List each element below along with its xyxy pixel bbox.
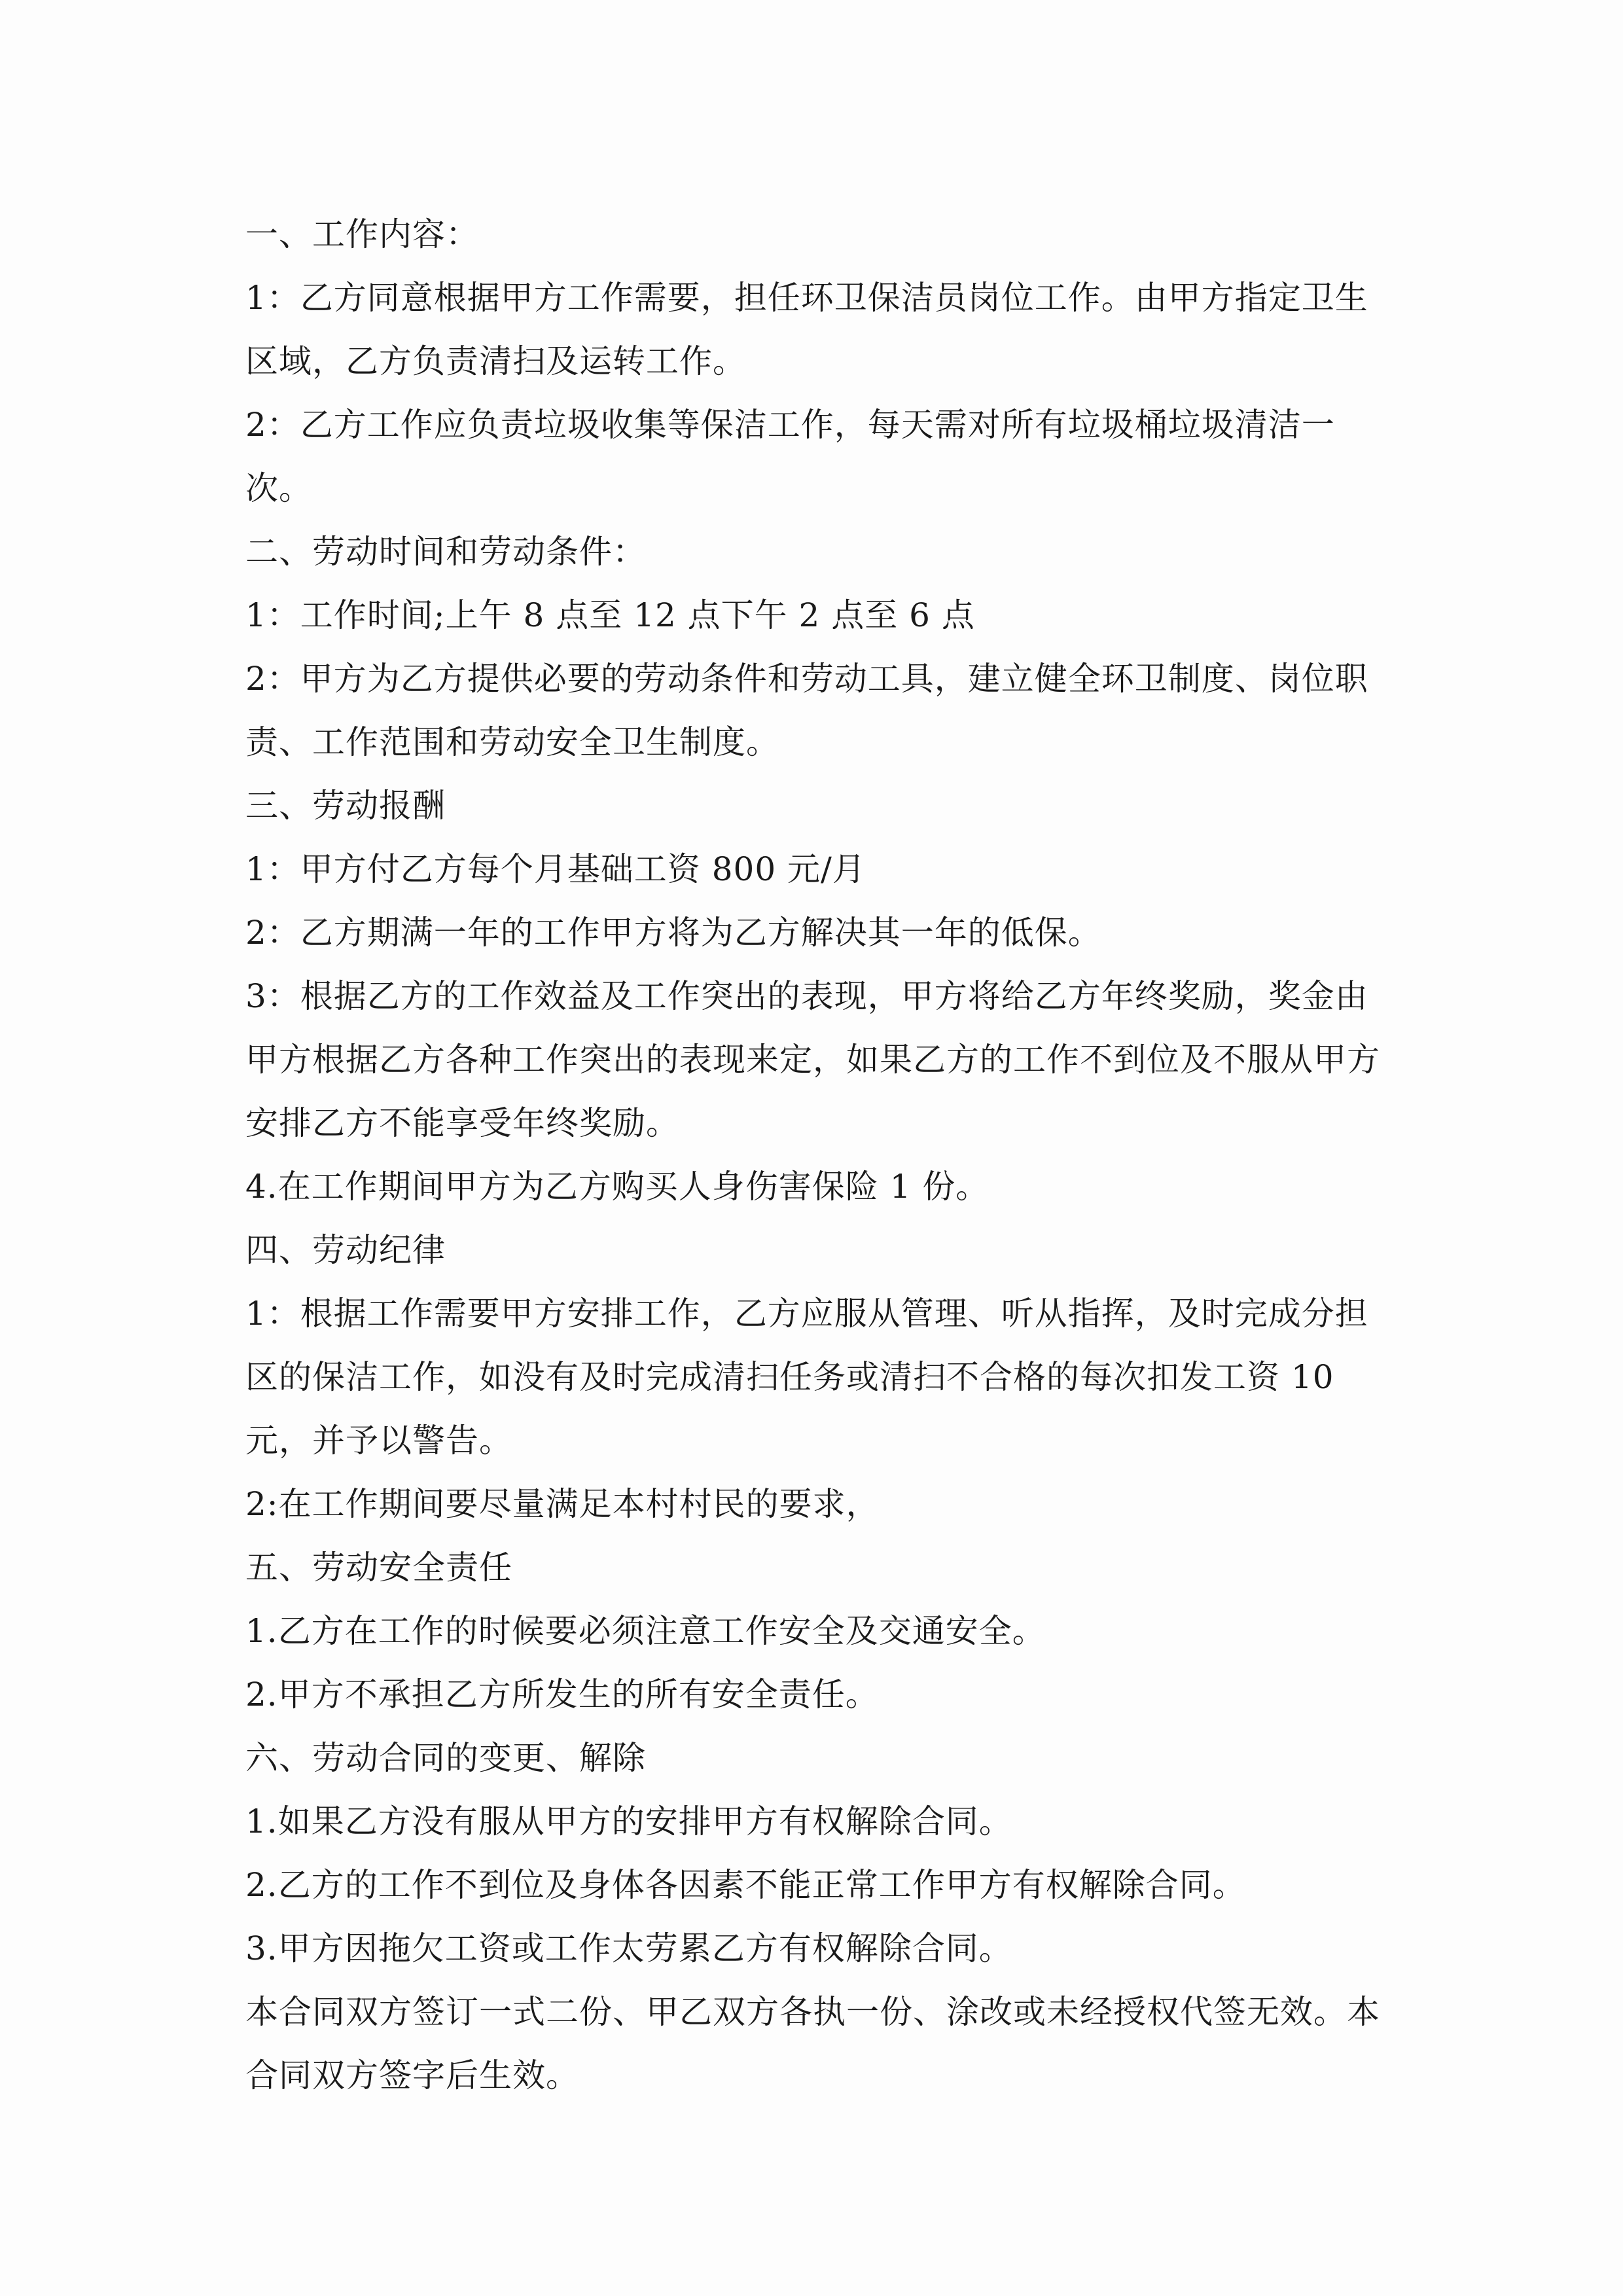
paragraph-clause: 3.甲方因拖欠工资或工作太劳累乙方有权解除合同。 — [245, 1929, 1012, 1967]
paragraph-clause: 1：乙方同意根据甲方工作需要，担任环卫保洁员岗位工作。由甲方指定卫生区域，乙方负责清扫及运转工作。 — [245, 279, 1368, 380]
section-heading-termination: 六、劳动合同的变更、解除 — [245, 1739, 646, 1777]
paragraph-clause: 2.乙方的工作不到位及身体各因素不能正常工作甲方有权解除合同。 — [245, 1866, 1246, 1904]
paragraph-clause: 1.如果乙方没有服从甲方的安排甲方有权解除合同。 — [245, 1803, 1012, 1840]
paragraph-clause: 2:在工作期间要尽量满足本村村民的要求， — [245, 1485, 880, 1523]
section-heading-discipline: 四、劳动纪律 — [245, 1231, 446, 1269]
section-heading-safety: 五、劳动安全责任 — [245, 1549, 512, 1587]
section-heading-remuneration: 三、劳动报酬 — [245, 787, 446, 825]
closing-statement: 本合同双方签订一式二份、甲乙双方各执一份、涂改或未经授权代签无效。本合同双方签字后生效。 — [245, 1993, 1380, 2094]
paragraph-clause: 1：工作时间;上午 8 点至 12 点下午 2 点至 6 点 — [245, 596, 975, 634]
paragraph-clause: 1.乙方在工作的时候要必须注意工作安全及交通安全。 — [245, 1612, 1046, 1650]
paragraph-clause: 2：乙方工作应负责垃圾收集等保洁工作，每天需对所有垃圾桶垃圾清洁一次。 — [245, 406, 1335, 507]
paragraph-clause: 1：甲方付乙方每个月基础工资 800 元/月 — [245, 850, 866, 888]
paragraph-clause: 2：甲方为乙方提供必要的劳动条件和劳动工具，建立健全环卫制度、岗位职责、工作范围和劳动安全卫生制度。 — [245, 660, 1368, 761]
section-heading-work-content: 一、工作内容： — [245, 215, 479, 253]
paragraph-clause: 2.甲方不承担乙方所发生的所有安全责任。 — [245, 1676, 879, 1713]
paragraph-clause: 3：根据乙方的工作效益及工作突出的表现，甲方将给乙方年终奖励，奖金由甲方根据乙方各种工作突出的表现来定，如果乙方的工作不到位及不服从甲方安排乙方不能享受年终奖励。 — [245, 977, 1380, 1142]
section-heading-work-time: 二、劳动时间和劳动条件： — [245, 533, 646, 571]
document-body — [245, 203, 1397, 2108]
paragraph-clause: 4.在工作期间甲方为乙方购买人身伤害保险 1 份。 — [245, 1168, 990, 1206]
paragraph-clause: 1：根据工作需要甲方安排工作，乙方应服从管理、听从指挥，及时完成分担区的保洁工作，如没有及时完成清扫任务或清扫不合格的每次扣发工资 10 元，并予以警告。 — [245, 1295, 1368, 1460]
paragraph-clause: 2：乙方期满一年的工作甲方将为乙方解决其一年的低保。 — [245, 914, 1101, 952]
